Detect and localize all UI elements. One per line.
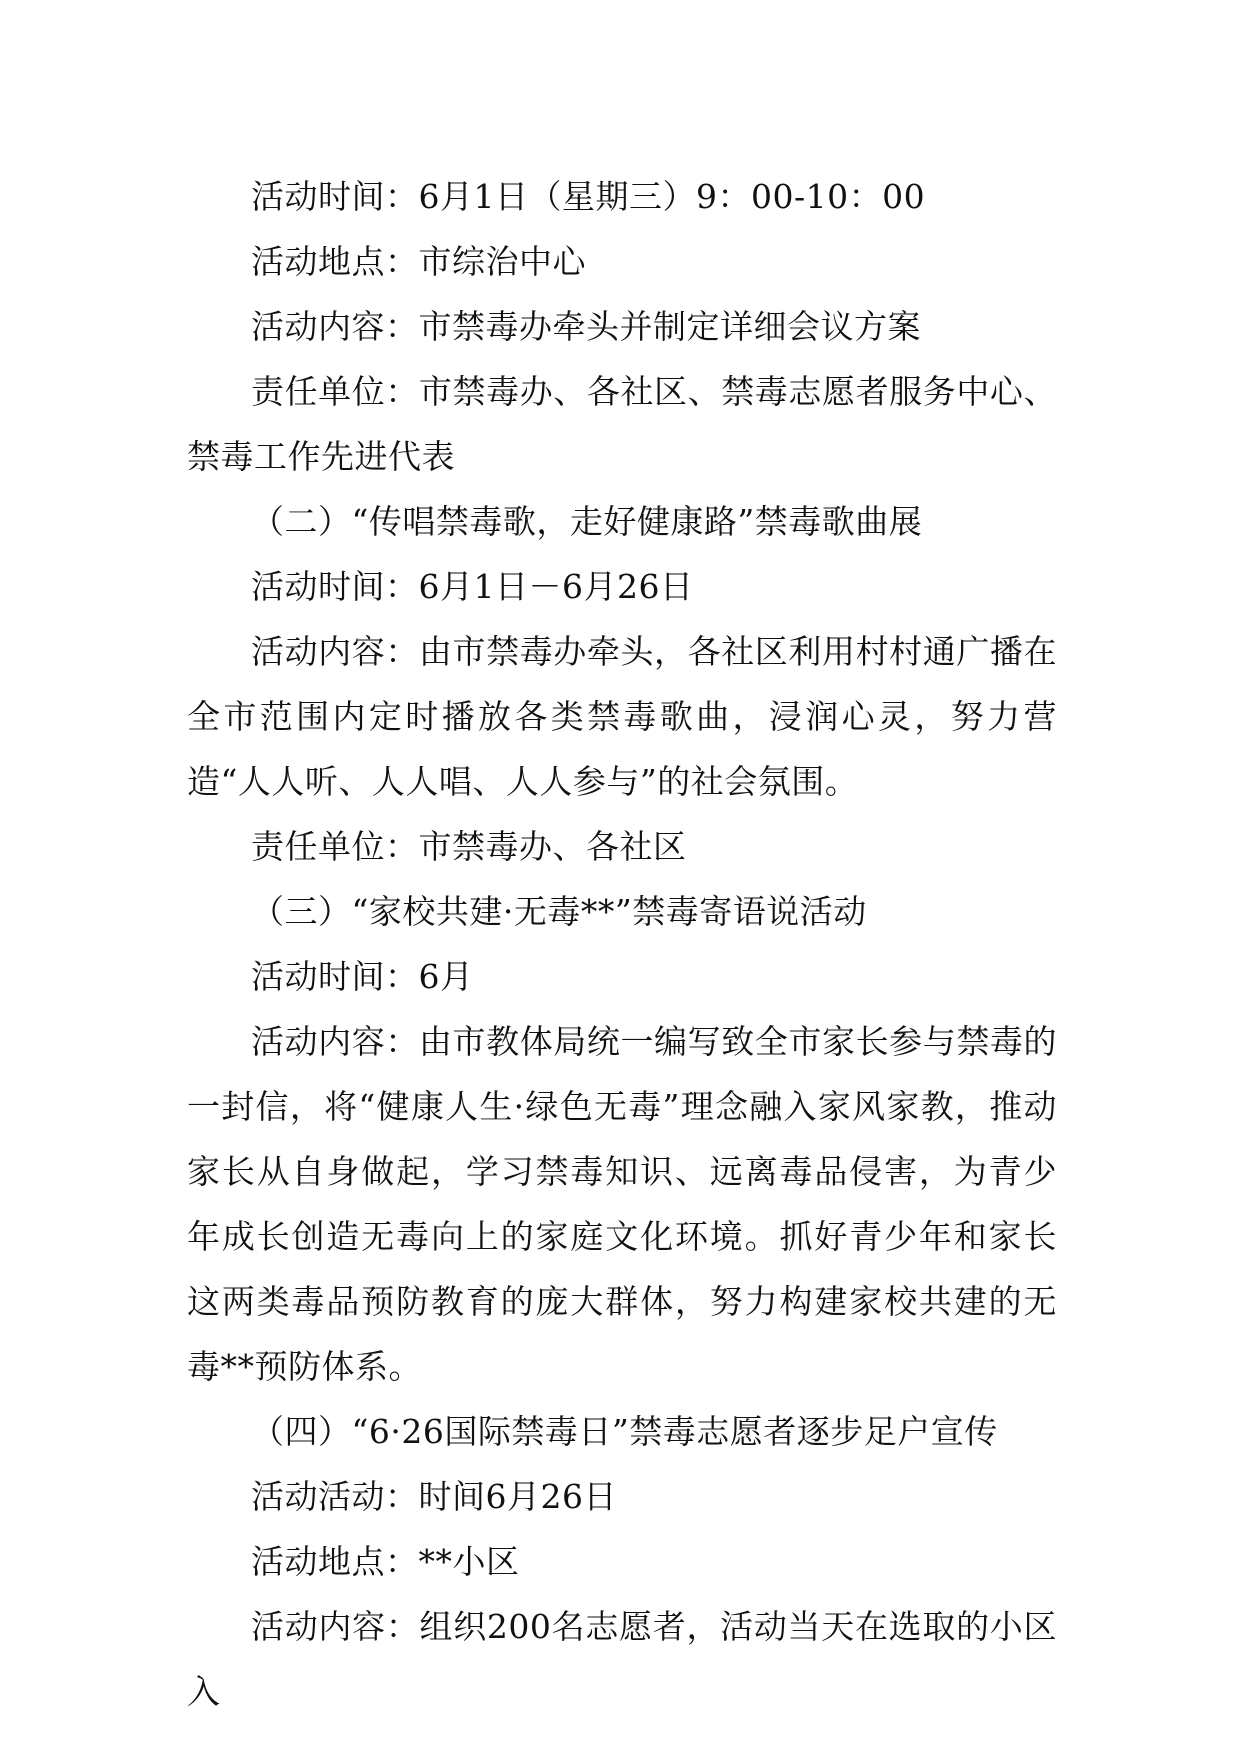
paragraph-activity-content-3: 活动内容：由市教体局统一编写致全市家长参与禁毒的一封信，将“健康人生·绿色无毒”理念融入家风家教，推动家长从自身做起，学习禁毒知识、远离毒品侵害，为青少年成长创造无毒向上的家庭文化环境。抓好青少年和家长这两类毒品预防教育的庞大群体，努力构建家校共建的无毒**预防体系。 — [187, 1022, 1057, 1386]
section-heading-2: （二）“传唱禁毒歌，走好健康路”禁毒歌曲展 — [251, 502, 923, 541]
paragraph-activity-time-2: 活动时间：6月1日－6月26日 — [251, 567, 694, 606]
paragraph-activity-time-1: 活动时间：6月1日（星期三）9：00-10：00 — [251, 177, 926, 216]
document-body — [187, 164, 1057, 1724]
section-heading-4: （四）“6·26国际禁毒日”禁毒志愿者逐步足户宣传 — [251, 1412, 998, 1451]
paragraph-activity-time-4: 活动活动：时间6月26日 — [251, 1477, 617, 1516]
paragraph-activity-location-1: 活动地点：市综治中心 — [251, 242, 586, 281]
paragraph-activity-content-1: 活动内容：市禁毒办牵头并制定详细会议方案 — [251, 307, 921, 346]
paragraph-activity-content-4: 活动内容：组织200名志愿者，活动当天在选取的小区入 — [187, 1607, 1057, 1711]
paragraph-responsible-units-1: 责任单位：市禁毒办、各社区、禁毒志愿者服务中心、禁毒工作先进代表 — [187, 372, 1057, 476]
paragraph-responsible-units-2: 责任单位：市禁毒办、各社区 — [251, 827, 687, 866]
paragraph-activity-location-4: 活动地点：**小区 — [251, 1542, 520, 1581]
section-heading-3: （三）“家校共建·无毒**”禁毒寄语说活动 — [251, 892, 867, 931]
paragraph-activity-content-2: 活动内容：由市禁毒办牵头，各社区利用村村通广播在全市范围内定时播放各类禁毒歌曲，浸润心灵，努力营造“人人听、人人唱、人人参与”的社会氛围。 — [187, 632, 1057, 801]
paragraph-activity-time-3: 活动时间：6月 — [251, 957, 474, 996]
